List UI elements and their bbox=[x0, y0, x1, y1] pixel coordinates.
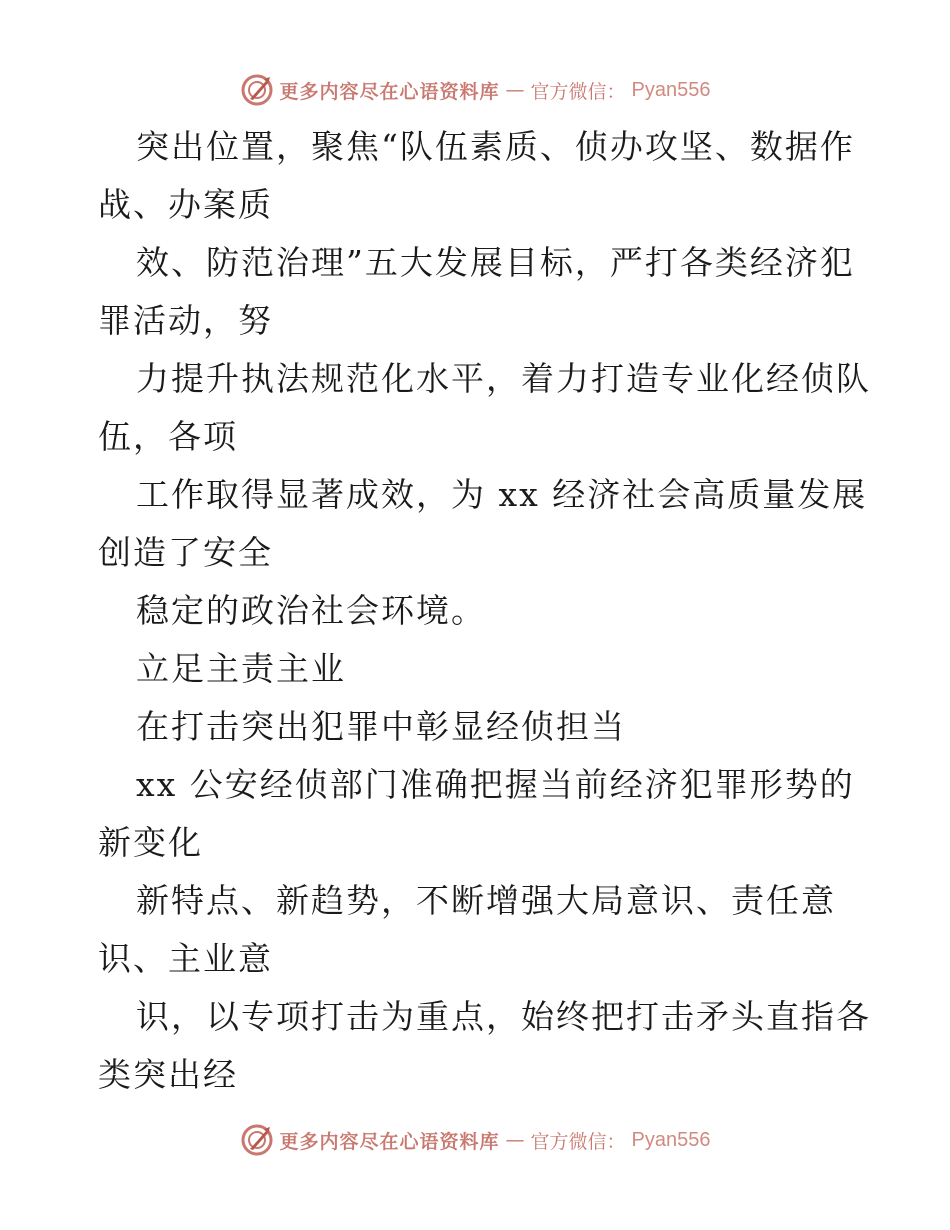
quill-pen-logo-icon bbox=[240, 73, 274, 107]
footer-watermark bbox=[0, 1120, 950, 1160]
quill-pen-logo-icon bbox=[240, 1123, 274, 1157]
document-body bbox=[98, 118, 878, 1104]
header-watermark bbox=[0, 70, 950, 110]
watermark-wechat-id: Pyan556 bbox=[631, 1128, 711, 1151]
watermark-separator: — bbox=[505, 79, 525, 101]
watermark-separator: — bbox=[505, 1129, 525, 1151]
body-line: 工作取得显著成效，为 xx 经济社会高质量发展 bbox=[136, 475, 868, 514]
watermark-wechat-id: Pyan556 bbox=[631, 78, 711, 101]
body-line: 稳定的政治社会环境。 bbox=[136, 591, 486, 630]
body-line: 伍，各项 bbox=[98, 417, 238, 456]
body-line: 类突出经 bbox=[98, 1055, 238, 1094]
section-subheading: 在打击突出犯罪中彰显经侦担当 bbox=[136, 707, 626, 746]
body-line: 力提升执法规范化水平，着力打造专业化经侦队 bbox=[136, 359, 871, 398]
body-line: xx 公安经侦部门准确把握当前经济犯罪形势的 bbox=[136, 765, 855, 804]
body-line: 战、办案质 bbox=[98, 185, 273, 224]
body-line: 识，以专项打击为重点，始终把打击矛头直指各 bbox=[136, 997, 871, 1036]
body-line: 创造了安全 bbox=[98, 533, 273, 572]
watermark-wechat-label: 官方微信： bbox=[530, 80, 626, 103]
body-line: 识、主业意 bbox=[98, 939, 273, 978]
watermark-brand-text: 更多内容尽在心语资料库 bbox=[279, 1130, 500, 1153]
body-line: 新变化 bbox=[98, 823, 203, 862]
watermark-brand-text: 更多内容尽在心语资料库 bbox=[279, 80, 500, 103]
body-line: 效、防范治理”五大发展目标，严打各类经济犯 bbox=[136, 243, 855, 282]
section-heading: 立足主责主业 bbox=[136, 649, 346, 688]
watermark-wechat-label: 官方微信： bbox=[530, 1130, 626, 1153]
body-line: 突出位置，聚焦“队伍素质、侦办攻坚、数据作 bbox=[136, 127, 855, 166]
body-line: 罪活动，努 bbox=[98, 301, 273, 340]
body-line: 新特点、新趋势，不断增强大局意识、责任意 bbox=[136, 881, 836, 920]
